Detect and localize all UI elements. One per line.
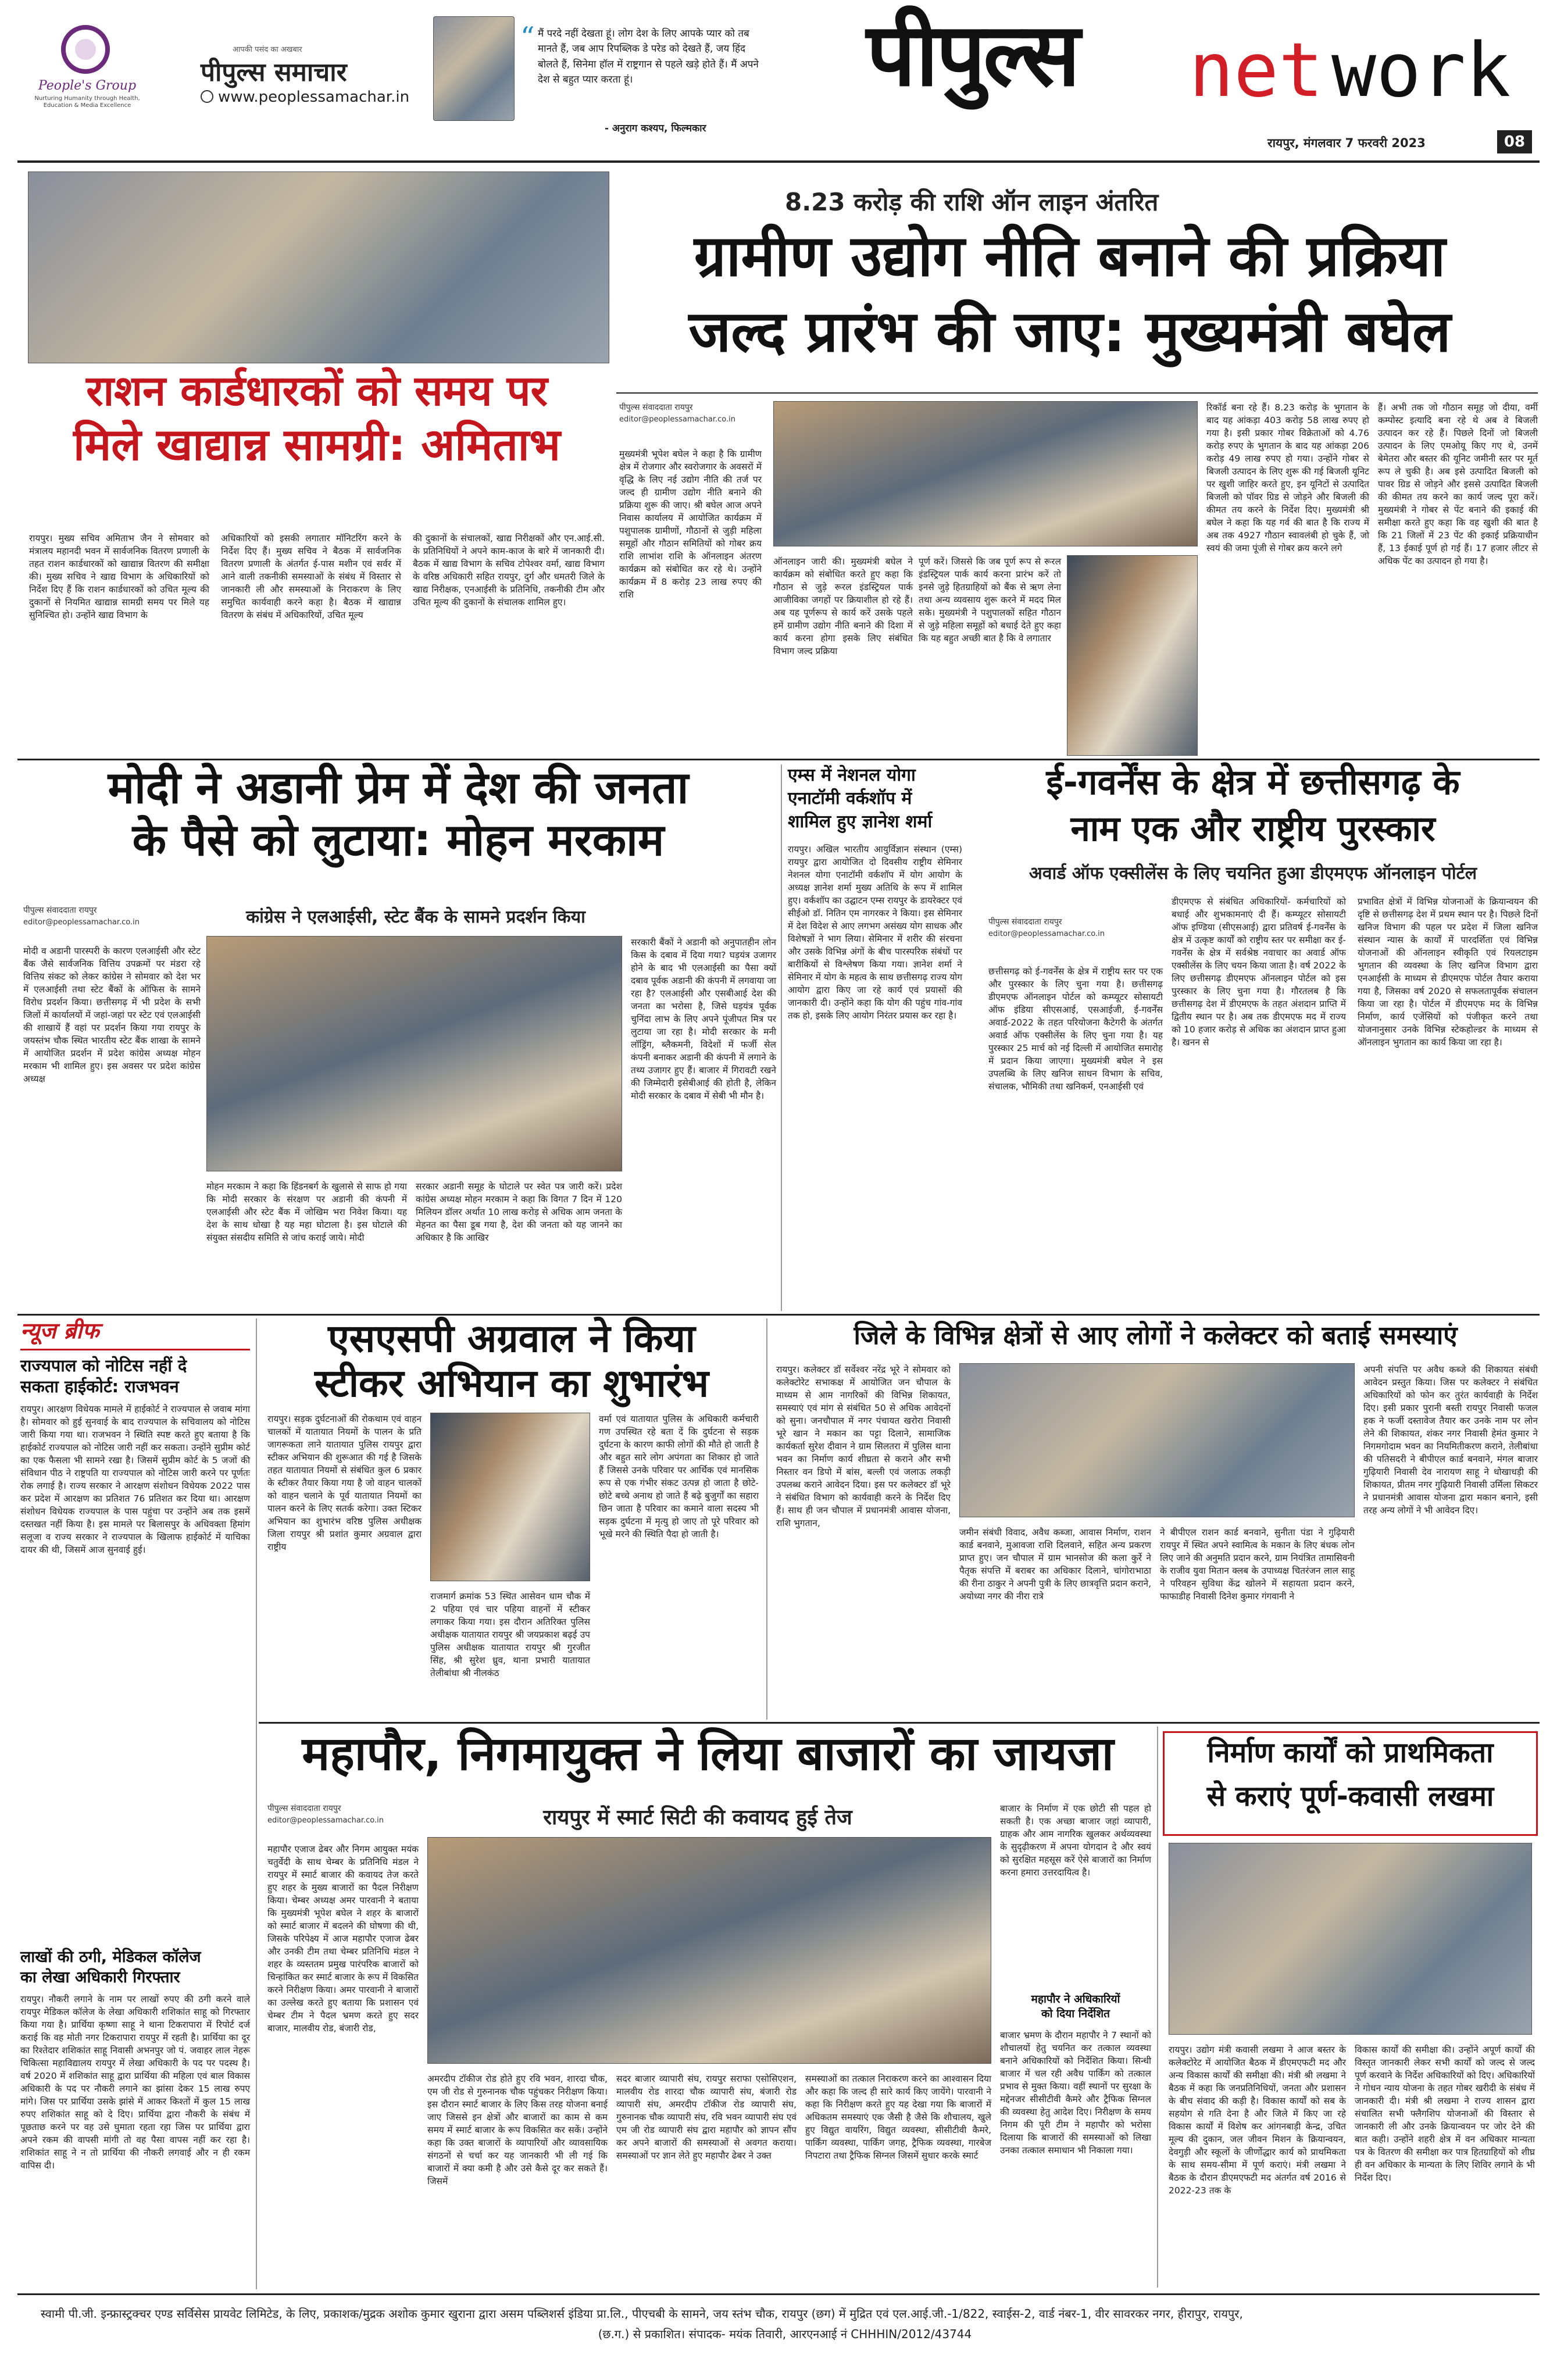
website[interactable]: www.peoplessamachar.in bbox=[218, 88, 410, 106]
lead-byline-text: पीपुल्स संवाददाता रायपुर bbox=[619, 403, 693, 412]
ssp-headline-1: एसएसपी अग्रवाल ने किया bbox=[328, 1316, 695, 1361]
mayor-col-5b: बाजार भ्रमण के दौरान महापौर ने 7 स्थानों को शौचालयों हेतु चयनित कर तत्काल व्यवस्था बनाने अधिकारियों को निर्देशित किया। सिन्धी बाजार में चल रही अवैध पार्किंग को तत्काल प्रभाव से मुक्त किया। वहीं स्थानों पर सुरक्षा के मद्देनजर सीसीटीवी कैमरे और ट्रैफिक सिग्नल की व्यवस्था हेतु आदेश दिए। निरीक्षण के समय निगम की पूरी टीम ने महापौर को भरोसा दिलाया कि बाजारों की समस्याओं को लिखा उनका तत्काल समाधान भी निकाला गया। bbox=[1000, 2030, 1151, 2156]
modi-headline-1: मोदी ने अडानी प्रेम में देश की जनता bbox=[108, 762, 689, 813]
brief-2-headline-2: का लेखा अधिकारी गिरफ्तार bbox=[20, 1968, 180, 1986]
lead-headline-2: जल्द प्रारंभ की जाए: मुख्यमंत्री बघेल bbox=[688, 299, 1451, 365]
egov-headline-1: ई-गवर्नेंस के क्षेत्र में छत्तीसगढ़ के bbox=[1046, 762, 1460, 803]
egov-col-2: डीएमएफ से संबंधित अधिकारियों- कर्मचारियों को बधाई और शुभकामनाएं दी हैं। कम्प्यूटर सोसायटी ऑफ इण्डिया (सीएसआई) द्वारा प्रतिवर्ष ई-गवर्नेंस के क्षेत्र में उत्कृष्ट कार्यों को राष्ट्रीय स्तर पर समीक्षा कर ई-गवर्नेंस के क्षेत्र में सर्वश्रेष्ठ नवाचार का अवार्ड ऑफ एक्सीलेंस के लिए चयन किया जाता है। वर्ष 2022 के लिए छत्तीसगढ़ डीएमएफ ऑनलाइन पोर्टल को इस पुरस्कार के लिए चुना गया है। गौरतलब है कि छत्तीसगढ़ देश में डीएमएफ के तहत अंशदान प्राप्ति में द्वितीय स्थान पर है। अब तक डीएमएफ मद में राज्य को 10 हजार करोड़ से अधिक का अंशदान प्राप्त हुआ है। खनन से bbox=[1172, 896, 1346, 1048]
masthead-quote: मैं परदे नहीं देखता हूं। लोग देश के लिए आपके प्यार को तब मानते हैं, जब आप रिपब्लिक डे परेड को देखते हैं, जय हिंद बोलते हैं, सिनेमा हॉल में राष्ट्रगान से पहले खड़े होते हैं। मैं अपने देश से बहुत प्यार करता हूं। bbox=[538, 28, 759, 86]
news-brief-column bbox=[20, 1318, 250, 2289]
brand-peoples: पीपुल्स bbox=[866, 5, 1079, 106]
ssp-col-2: राजमार्ग क्रमांक 53 स्थित आसेवन धाम चौक में 2 पहिया एवं चार पहिया वाहनों में स्टीकर लगाकर किया गया। इस दौरान अतिरिक्त पुलिस अधीक्षक यातायात रायपुर श्री जयप्रकाश बढ़ई उप पुलिस अधीक्षक यातायात रायपुर श्री गुरजीत सिंह, श्री सुरेश ध्रुव, थाना प्रभारी यातायात तेलीबांधा श्री नीलकंठ bbox=[430, 1591, 590, 1678]
mayor-col-5: बाजार के निर्माण में एक छोटी सी पहल हो सकती है। एक अच्छा बाजार जहां व्यापारी, ग्राहक और आम नागरिक खुलकर अर्थव्यवस्था के सुदृढ़ीकरण में अपना योगदान दे और स्वयं को सुरक्षित महसूस करें ऐसे बाजारों का निर्माण करना हमारा उत्तरदायित्व है। bbox=[1000, 1803, 1151, 1878]
brief-1-headline-1: राज्यपाल को नोटिस नहीं दे bbox=[20, 1356, 187, 1375]
modi-col-4: सरकारी बैंकों ने अडानी को अनुपातहीन लोन किस के दबाव में दिया गया? घड़यंत्र उजागर होने के बाद भी एलआईसी का पैसा क्यों दबाव पूर्वक अडानी की कंपनी में लगवाया जा रहा है? एलआईसी और एसबीआई देश की जनता का भरोसा है, जिसे घड़यंत्र पूर्वक चुनिंदा लाभ के लिए अपने पूंजीपत मित्र पर लुटाया जा रहा है। मोदी सरकार के मनी लॉड्रिंग, ब्लैकमनी, विदेशों में फर्जी सेल कंपनी बनाकर अडानी की कंपनी में लगाने के तथ्य उजागर हुए हैं। बाजार में गिरावटी रखने की जिम्मेदारी इसेबीआई की होती है, लेकिन मोदी सरकार के दबाव में सेबी भी मौन है। bbox=[631, 937, 776, 1101]
col-divider-aiims bbox=[781, 764, 782, 1311]
lead-kicker: 8.23 करोड़ की राशि ऑन लाइन अंतरित bbox=[785, 188, 1159, 216]
egov-col-3: प्रभावित क्षेत्रों में विभिन्न योजनाओं के क्रियान्वयन की दृष्टि से छत्तीसगढ़ देश में प्रथम स्थान पर है। पिछले दिनों खनिज विभाग की पहल पर प्रदेश में जिला खनिज संस्थान न्यास के कार्यों में पारदर्शिता एवं विभिन्न योजनाओं की ऑनलाइन स्वीकृति एवं रियलटाइम भुगतान की व्यवस्था के लिए खनिज विभाग द्वारा एनआईसी के माध्यम से डीएमएफ पोर्टल तैयार कराया गया है, जिसका वर्ष 2020 से सफलतापूर्वक संचालन किया जा रहा है। पोर्टल में डीएमएफ मद के विभिन्न निर्माण, कार्य एजेंसियों को पंजीकृत करने तथा योजनानुसार उनके विभिन्न स्टेकहोल्डर के माध्यम से ऑनलाइन भुगतान का कार्य किया जा रहा है। bbox=[1358, 896, 1538, 1048]
col-divider-brief bbox=[256, 1318, 257, 2289]
ration-col-1: रायपुर। मुख्य सचिव अमिताभ जैन ने सोमवार को मंत्रालय महानदी भवन में सार्वजनिक वितरण प्रणाली के तहत राशन कार्डधारकों को खाद्यान्न वितरण की समीक्षा की। मुख्य सचिव ने खाद्य विभाग के अधिकारियों को निर्देश दिए हैं कि राशन कार्डधारकों को उचित मूल्य की दुकानों से नियमित खाद्यान्न सामग्री समय पर मिले यह सुनिश्चित हो। उन्होंने खाद्य विभाग के bbox=[29, 533, 209, 620]
modi-photo-protest bbox=[206, 936, 622, 1171]
ration-box bbox=[23, 363, 610, 756]
masthead bbox=[0, 0, 1557, 166]
modi-byline bbox=[23, 904, 140, 927]
modi-byline-text: पीपुल्स संवाददाता रायपुर bbox=[23, 906, 97, 915]
section-rule-1 bbox=[17, 759, 1540, 760]
nirman-col-1: रायपुर। उद्योग मंत्री कवासी लखमा ने आज बस्तर के कलेक्टोरेट में आयोजित बैठक में डीएमएफटी मद और अन्य विकास कार्यों की समीक्षा की। मंत्री श्री लखमा ने बैठक में कहा कि जनप्रतिनिधियों, जनता और प्रशासन के बीच संवाद की कड़ी है। विकास कार्यों को सब के सहयोग से गति देना है और जिले में किए जा रहे विकास कार्यों में विशेष कर आंगनबाड़ी केन्द्र, उचित मूल्य की दुकान, जल जीवन मिशन के क्रियान्वयन, देवगुड़ी और स्कूलों के जीर्णोद्धार कार्य को प्राथमिकता के साथ समय-सीमा में पूर्ण कराएं। मंत्री लखमा ने बैठक के दौरान डीएमएफटी मद अंतर्गत वर्ष 2016 से 2022-23 तक के bbox=[1169, 2045, 1346, 2196]
mayor-photo bbox=[427, 1837, 991, 2064]
modi-headline-2: के पैसे को लुटाया: मोहन मरकाम bbox=[132, 814, 665, 866]
lead-photo-cm bbox=[1067, 555, 1198, 756]
mayor-headline: महापौर, निगमायुक्त ने लिया बाजारों का जायजा bbox=[302, 1727, 1114, 1781]
ssp-photo bbox=[430, 1413, 590, 1581]
quote-author: - अनुराग कश्यप, फिल्मकार bbox=[605, 123, 706, 134]
ssp-headline-2: स्टीकर अभियान का शुभारंभ bbox=[314, 1361, 709, 1406]
collector-col-3: ने बीपीएल राशन कार्ड बनवाने, सुनीता पंडा ने गुढ़ियारी रायपुर में स्थित अपने स्वामित्व के मकान के लिए बंधक लोन लिए जाने की अनुमति प्रदान करने, ग्राम नियंत्रित तामासिवनी के राजीव युवा मितान क्लब के उपाध्यक्ष चितरंजन लाल साहू ने परिवहन सुविधा केंद्र खोलने में सहायता प्रदान करने, फाफाडीह निवासी दिनेश कुमार गंगवानी ने bbox=[1160, 1527, 1355, 1602]
modi-email[interactable]: editor@peoplessamachar.co.in bbox=[23, 918, 140, 927]
mayor-col-2: अमरदीप टॉकीज रोड होते हुए रवि भवन, शारदा चौक, एम जी रोड से गुरुनानक चौक पहुंचकर निरीक्षण किया। इस दौरान स्मार्ट बाजार के लिए किस तरह योजना बनाई जाए जिससे इन क्षेत्रों और बाजारों का काम से कम समय में स्मार्ट बाजार के रूप विकसित कर सकें। उन्होंने कहा कि उक्त बाजारों के व्यापारियों और व्यावसायिक संगठनों से चर्चा कर यह जानकारी भी ली गई कि बाजारों में क्या कमी है और उसे कैसे दूर कर सकते हैं। जिसमें bbox=[427, 2074, 608, 2186]
brief-1-body: रायपुर। आरक्षण विधेयक मामले में हाईकोर्ट ने राज्यपाल से जवाब मांगा है। सोमवार को हुई सुनवाई के बाद राज्यपाल के सचिवालय को नोटिस जारी किया गया था। राजभवन ने स्थिति स्पष्ट करते हुए बताया है कि हाईकोर्ट राज्यपाल को नोटिस जारी नहीं कर सकता। उन्होंने सुप्रीम कोर्ट का एक फैसला भी सामने रखा है। जिसमें सुप्रीम कोर्ट के 5 जजों की संविधान पीठ ने राष्ट्रपति या राज्यपाल को नोटिस जारी करने पर पूर्णतः रोक लगाई है। राज्य सरकार ने आरक्षण संशोधन विधेयक 2022 पास कर प्रदेश में आरक्षण का प्रतिशत 76 प्रतिशत कर दिया था। आरक्षण संशोधन विधेयक राज्यपाल के पास पहुंचा पर उन्होंने अब तक इसमें दस्तखत नहीं किया है। इस मामले पर बिलासपुर के अधिवक्ता हिमांग सलूजा व राज्य सरकार ने राज्यपाल के खिलाफ हाईकोर्ट में याचिका दायर की थी, जिसमें आज सुनवाई हुई। bbox=[20, 1404, 250, 1555]
group-emblem-icon bbox=[59, 23, 112, 76]
footer-rule bbox=[17, 2293, 1540, 2295]
aiims-headline-2: एनाटॉमी वर्कशॉप में bbox=[788, 788, 912, 809]
ration-headline-1: राशन कार्डधारकों को समय पर bbox=[86, 366, 548, 415]
col-divider-nirman bbox=[1157, 1727, 1158, 2288]
lead-photo-meeting bbox=[773, 401, 1198, 546]
dateline: रायपुर, मंगलवार 7 फरवरी 2023 bbox=[1267, 136, 1426, 150]
egov-email[interactable]: editor@peoplessamachar.co.in bbox=[988, 930, 1105, 938]
modi-subhead: कांग्रेस ने एलआईसी, स्टेट बैंक के सामने प्रदर्शन किया bbox=[246, 907, 585, 927]
lead-col-3: पूर्ण करें। जिससे कि जब पूर्ण रूप से रूरल इंडस्ट्रियल पार्क कार्य करना प्रारंभ करें तो इनसे जुड़े हितग्राहियों को बैंक से ऋण लेना तथा अन्य व्यवसाय शुरू करने में मदद मिल सके। मुख्यमंत्री ने पशुपालकों सहित गौठान से जुड़े महिला समूहों को बधाई देते हुए कहा कि यह बहुत अच्छी बात है कि वे लगातार bbox=[919, 556, 1061, 644]
collector-col-4: अपनी संपत्ति पर अवैध कब्जे की शिकायत संबंधी आवेदन प्रस्तुत किया। जिस पर कलेक्टर ने संबंधित अधिकारियों को फोन कर तुरंत कार्यवाही के निर्देश दिए। इसी प्रकार पुरानी बस्ती रायपुर निवासी फजल हक ने फर्जी दस्तावेज तैयार कर उनके नाम पर लोन लेने की शिकायत, शंकर नगर निवासी हेमंत कुमार ने निगमगोदाम भवन का नियमितीकरण कराने, तेलीबांधा की पतिसदरी ने बीपीएल कार्ड बनवाने, मंगल बाजार गुढ़ियारी निवासी देव नारायण साहू ने धोखाधड़ी की शिकायत, प्रीतम नगर गुढ़ियारी निवासी उर्मिला सिकटर ने प्रधानमंत्री आवास योजना द्वारा मकान बनाने, इसी तरह अन्य लोगों ने भी आवेदन दिए। bbox=[1363, 1364, 1538, 1516]
egov-byline bbox=[988, 916, 1105, 938]
mayor-subhead: रायपुर में स्मार्ट सिटी की कवायद हुई तेज bbox=[543, 1806, 852, 1829]
page-number: 08 bbox=[1497, 130, 1532, 153]
news-brief-underline bbox=[20, 1349, 250, 1350]
collector-col-2: जमीन संबंधी विवाद, अवैध कब्जा, आवास निर्माण, राशन कार्ड बनवाने, मुआवजा राशि दिलवाने, सहित अन्य प्रकरण प्राप्त हुए। जन चौपाल में ग्राम भानसोज की कला कुर्रे ने पैतृक संपत्ति में बराबर का अधिकार दिलाने, चांगोराभाठा की रीना ठाकुर ने अपनी पुत्री के लिए छात्रवृत्ति प्रदान कराने, अयोध्या नगर की नीरा रात्रे bbox=[959, 1527, 1151, 1602]
quote-portrait bbox=[433, 16, 515, 121]
egov-headline-2: नाम एक और राष्ट्रीय पुरस्कार bbox=[1070, 809, 1435, 849]
collector-headline: जिले के विभिन्न क्षेत्रों से आए लोगों ने कलेक्टर को बताई समस्याएं bbox=[854, 1321, 1458, 1350]
ration-col-3: की दुकानों के संचालकों, खाद्य निरीक्षकों और एन.आई.सी. के प्रतिनिधियों ने अपने काम-काज के बारे में जानकारी दी। बैठक में खाद्य विभाग के सचिव टोपेश्वर वर्मा, खाद्य विभाग के वरिष्ठ अधिकारी सहित रायपुर, दुर्ग और धमतरी जिले के खाद्य निरीक्षक, एनआईसी के प्रतिनिधि, तकनीकी टीम और उचित मूल्य की दुकानों के संचालक शामिल हुए। bbox=[413, 533, 605, 607]
mayor-email[interactable]: editor@peoplessamachar.co.in bbox=[267, 1816, 384, 1825]
peoples-group-logo bbox=[23, 23, 151, 109]
ssp-col-1: रायपुर। सड़क दुर्घटनाओं की रोकथाम एवं वाहन चालकों में यातायात नियमों के पालन के प्रति जागरूकता लाने यातायात पुलिस रायपुर द्वारा स्टीकर अभियान की शुरूआत की गई है जिसके तहत यातायात नियमों से संबंधित कुल 6 प्रकार के स्टीकर तैयार किया गया है जो वाहन चालकों को वाहन चलाने के पूर्व यातायात नियमों का पालन करने के लिए सतर्क करेगा। उक्त स्टिकर अभियान का शुभारंभ वरिष्ठ पुलिस अधीक्षक जिला रायपुर श्री प्रशांत कुमार अग्रवाल द्वारा राष्ट्रीय bbox=[267, 1414, 422, 1552]
news-brief-label: न्यूज ब्रीफ bbox=[20, 1318, 99, 1343]
lead-email[interactable]: editor@peoplessamachar.co.in bbox=[619, 415, 735, 424]
brief-1-headline-2: सकता हाईकोर्ट: राजभवन bbox=[20, 1377, 179, 1396]
section-rule-3 bbox=[259, 1722, 1540, 1724]
group-tagline: Nurturing Humanity through Health, Education & Media Excellence bbox=[34, 95, 140, 109]
lead-col-5: हैं। अभी तक जो गौठान समूह जो दीया, वर्मी कम्पोस्ट इत्यादि बना रहे थे अब वे बिजली उत्पादन कर रहे हैं। पिछले दिनों जो बिजली उत्पादन के लिए एमओयू किए गए थे, उनमें बेमेतरा और बस्तर की यूनिट जमीनी स्तर पर मूर्त रूप ले चुकी है। अब इसे उत्पादित बिजली को पावर ग्रिड से जोड़ने और इससे उत्पादित बिजली की कीमत तय करने का कार्य जल्द पूरा करें। मुख्यमंत्री ने गोबर से पेंट बनाने की इकाई की समीक्षा करते हुए कहा कि वह खुशी की बात है कि 21 जिलों में 23 पेंट की इकाई प्रक्रियाधीन हैं, 13 ईकाई पूर्ण हो गई हैं। 17 हजार लीटर से अधिक पेंट का उत्पादन हो गया है। bbox=[1378, 402, 1538, 566]
ration-col-2: अधिकारियों को इसकी लगातार मॉनिटरिंग करने के निर्देश दिए हैं। मुख्य सचिव ने बैठक में सार्वजनिक वितरण प्रणाली के अंतर्गत ई-पास मशीन एवं सर्वर में आने वाली तकनीकी समस्याओं के संबंध में विस्तार से जानकारी ली और समस्याओं के निराकरण के लिए समुचित कार्यवाही करने कहा है। बैठक में खाद्यान्न वितरण के संबंध में अधिकारियों, उचित मूल्य bbox=[221, 533, 401, 620]
lead-byline bbox=[619, 401, 735, 424]
collector-photo bbox=[959, 1363, 1355, 1517]
lead-divider bbox=[616, 392, 1538, 394]
section-rule-2 bbox=[17, 1314, 1540, 1316]
ssp-col-3: वर्मा एवं यातायात पुलिस के अधिकारी कर्मचारी गण उपस्थित रहे बता दें कि दुर्घटना से सड़क दुर्घटना के कारण काफी लोगों की मौते हो जाती है और बहुत सारे लोग अपंगता का शिकार हो जाते हैं जिससे उनके परिवार पर आर्थिक एवं मानसिक रूप से एक गंभीर संकट उत्पन्न हो जाता है छोटे-छोटे बच्चे अनाथ हो जाते हैं बढ़े बुजुर्गों का सहारा छिन जाता है परिवार का कमाने वाला सदस्य भी सड़क दुर्घटना में मृत्यु हो जाए तो पूरे परिवार को भूखे मरने की स्थिति पैदा हो जाती है। bbox=[599, 1414, 759, 1539]
brand-work: work bbox=[1331, 27, 1511, 114]
egov-byline-text: पीपुल्स संवाददाता रायपुर bbox=[988, 917, 1062, 927]
modi-col-3: सरकार अडानी समूह के घोटाले पर स्वेत पत्र जारी करें। प्रदेश कांग्रेस अध्यक्ष मोहन मरकाम ने कहा कि विगत 7 दिन में 120 मिलियन डॉलर अर्थात 10 लाख करोड़ से अधिक आम जनता के मेहनत का पैसा डूब गया है, देश की जनता को यह जानने का अधिकार है कि आखिर bbox=[416, 1181, 622, 1243]
ration-headline-2: मिले खाद्यान्न सामग्री: अमिताभ bbox=[73, 419, 560, 470]
mayor-byline-text: पीपुल्स संवाददाता रायपुर bbox=[267, 1804, 341, 1813]
masthead-rule bbox=[17, 160, 1540, 163]
samachar-kicker: आपकी पसंद का अखबार bbox=[233, 45, 302, 54]
nirman-photo bbox=[1169, 1843, 1532, 2035]
collector-col-1: रायपुर। कलेक्टर डॉ सर्वेश्वर नरेंद्र भूरे ने सोमवार को कलेक्टोरेट सभाकक्ष में आयोजित जन चौपाल के माध्यम से आम नागरिकों की विभिन्न शिकायत, समस्याएं एवं मांग से संबंधित 50 से अधिक आवेदनों को सुना। जनचौपाल में नगर पंचायत खरोरा निवासी भूरे खान ने मकान का पट्टा दिलाने, सामाजिक कार्यकर्ता सुरेश दीवान ने ग्राम सिलतरा में पुलिस थाना भवन का निर्माण कार्य शीघ्रता से कराने और सभी निस्तार वन डिपो में बांस, बल्ली एवं जलाऊ लकड़ी उपलब्ध कराने आवेदन दिया। इस पर कलेक्टर डॉ भूरे ने संबंधित विभाग को कार्यवाही करने के निर्देश दिए हैं। साथ ही जन चौपाल में प्रधानमंत्री आवास योजना, राशि भुगतान, bbox=[776, 1364, 951, 1528]
aiims-body: रायपुर। अखिल भारतीय आयुर्विज्ञान संस्थान (एम्स) रायपुर द्वारा आयोजित दो दिवसीय राष्ट्रीय सेमिनार नेशनल योगा एनाटॉमी वर्कशॉप में योग आयोग के अध्यक्ष ज्ञानेश शर्मा मुख्य अतिथि के रूप में शामिल हुए। वर्कशॉप का उद्घाटन एम्स रायपुर के डायरेक्टर एवं सीईओ डॉ. नितिन एम नागरकर ने किया। इस सेमिनार में देश विदेश से आए लगभग असंख्य योग साधक और विशेषज्ञों ने भाग लिया। सेमिनार में शरीर की संरचना और उसके विभिन्न अंगों के बीच पारस्परिक संबंधों पर बारीकियों से विश्लेषण किया गया। ज्ञानेश शर्मा ने सेमिनार में योग के महत्व के साथ छत्तीसगढ़ राज्य योग आयोग द्वारा किए जा रहे कार्य एवं प्रयासों की जानकारी दी। उन्होंने कहा कि योग की पहुंच गांव-गांव तक हो, इसके लिए आयोग निरंतर प्रयास कर रहा है। bbox=[788, 844, 962, 1021]
mayor-byline bbox=[267, 1802, 384, 1825]
nirman-headline-1: निर्माण कार्यों को प्राथमिकता bbox=[1207, 1736, 1494, 1769]
modi-col-2: मोहन मरकाम ने कहा कि हिंडनबर्ग के खुलासे से साफ हो गया कि मोदी सरकार के संरक्षण पर अडानी की कंपनी में एलआईसी और स्टेट बैंक में जोखिम भरा निवेश किया। यह देश के साथ धोखा है यह महा घोटाला है। इस घोटाले की संयुक्त संसदीय समिति से जांच कराई जाये। मोदी bbox=[206, 1181, 407, 1243]
col-divider-collector bbox=[766, 1318, 767, 1720]
mayor-col-4: समस्याओं का तत्काल निराकरण करने का आश्वासन दिया और कहा कि जल्द ही सारे कार्य किए जायेंगे। पारवानी ने कहा कि निरीक्षण करते हुए यह देखा गया कि बाजारों में अधिकतम समस्याएं एक जैसी है जैसे कि शौचालय, खुले हुए विद्युत वायरिंग, विद्युत व्यवस्था, सीसीटीवी कैमरे, पार्किंग व्यवस्था, पार्किंग जगह, ट्रैफिक व्यवस्था, गारबेज निपटारा तथा ट्रैफिक सिग्नल जिसमें सुधार करके स्मार्ट bbox=[805, 2074, 991, 2161]
egov-subhead: अवार्ड ऑफ एक्सीलेंस के लिए चयनित हुआ डीएमएफ ऑनलाइन पोर्टल bbox=[1029, 863, 1477, 884]
mayor-subhead-2: को दिया निर्देशित bbox=[1041, 2007, 1110, 2020]
brief-2-body: रायपुर। नौकरी लगाने के नाम पर लाखों रुपए की ठगी करने वाले रायपुर मेडिकल कॉलेज के लेखा अधिकारी शशिकांत साहू को गिरफ्तार किया गया है। प्रार्थिया कृष्णा साहू ने थाना टिकरापारा में रिपोर्ट दर्ज कराई कि वह मोती नगर टिकरापारा रायपुर में रहती है। प्रार्थिया का दूर का रिश्तेदार शशिकांत साहू निवासी अभनपुर जो पं. जवाहर लाल नेहरू चिकित्सा महाविद्यालय रायपुर में लेखा अधिकारी के पद पर पदस्थ है। वर्ष 2020 में शशिकांत साहू द्वारा प्रार्थिया की महिला एवं बाल विकास अधिकारी के पद पर नौकरी लगाने का झांसा देकर 15 लाख रुपए मांगे। जिस पर प्रार्थिया उसके झांसे में आकर किश्तों में कुल 15 लाख रुपए शशिकांत साहू को दे दिए। प्रार्थिया द्वारा नौकरी के संबंध में पूछताछ करने पर वह उसे घुमाता रहता रहा जिस पर प्रार्थिया द्वारा अपने रकम की वापसी मांगी तो वह पैसा वापस नहीं कर रहा है। शशिकांत साहू ने न तो प्रार्थिया की नौकरी लगवाई और न ही रकम वापिस दी। bbox=[20, 1994, 250, 2171]
footer-imprint: स्वामी पी.जी. इन्फ्रास्ट्रक्चर एण्ड सर्विसेस प्रायवेट लिमिटेड, के लिए, प्रकाशक/मुद्रक अशोक कुमार खुराना द्वारा असम पब्लिशर्स इंडिया प्रा.लि., पीएचबी के सामने, जय स्तंभ चौक, रायपुर (छग) में मुद्रित एवं एल.आई.जी.-1/822, स्वाईस-2, वार्ड नंबर-1, वीर सावरकर नगर, हीरापुर, रायपुर, bbox=[41, 2307, 1243, 2321]
mayor-subhead-1: महापौर ने अधिकारियों bbox=[1031, 1993, 1120, 2006]
egov-col-1: छत्तीसगढ़ को ई-गवर्नेंस के क्षेत्र में राष्ट्रीय स्तर पर एक और पुरस्कार के लिए चुना गया है। छत्तीसगढ़ डीएमएफ ऑनलाइन पोर्टल को कम्प्यूटर सोसायटी ऑफ इंडिया सीएसआई, एसआईजी, ई-गवर्नेंस अवार्ड-2022 के तहत परियोजना कैटेगरी के अंतर्गत अवार्ड ऑफ एक्सीलेंस के लिए चुना गया है। यह पुरस्कार 25 मार्च को नई दिल्ली में आयोजित समारोह में प्रदान किया जाएगा। मुख्यमंत्री बघेल ने इस उपलब्धि के लिए खनिज साधन विभाग के सचिव, संचालक, भौमिकी तथा खनिकर्म, एनआईसी एवं bbox=[988, 966, 1163, 1092]
globe-icon bbox=[201, 90, 213, 103]
brief-2-headline-1: लाखों की ठगी, मेडिकल कॉलेज bbox=[20, 1948, 201, 1966]
lead-photo-left bbox=[28, 171, 609, 363]
quote-mark-icon: “ bbox=[520, 21, 535, 53]
mayor-col-1: महापौर एजाज ढेबर और निगम आयुक्त मयंक चतुर्वेदी के साथ चेम्बर के प्रतिनिधि मंडल ने रायपुर में स्मार्ट बाजार की कवायद तेज करते हुए शहर के मुख्य बाजारों का पैदल निरीक्षण किया। चेम्बर अध्यक्ष अमर पारवानी ने बताया कि मुख्यमंत्री भूपेश बघेल ने शहर के बाजारों को स्मार्ट बाजार में बदलने की घोषणा की थी, जिसके परिपेक्ष्य में आज महापौर एजाज ढेबर और उनकी टीम तथा चेम्बर प्रतिनिधि मंडल ने शहर के व्यस्ततम प्रमुख पारंपरिक बाजारों को चिन्हांकित कर स्मार्ट बाजार के रूप में विकसित करने निरीक्षण किया। अमर पारवानी ने बाजारों का उल्लेख करते हुए बताया कि प्रशासन एवं चेम्बर टीम ने पैदल भ्रमण करते हुए सदर बाजार, मालवीय रोड, बंजारी रोड, bbox=[267, 1844, 419, 2034]
mayor-col-3: सदर बाजार व्यापारी संघ, रायपुर सराफा एसोसिएशन, मालवीय रोड शारदा चौक व्यापारी संघ, बंजारी रोड व्यापारी संघ, अमरदीप टॉकीज रोड व्यापारी संघ, गुरुनानक चौक व्यापारी संघ, रवि भवन व्यापारी संघ एवं एम जी रोड व्यापारी संघ द्वारा महापौर को ज्ञापन सौंप कर अपने बाजारों की समस्याओं से अवगत कराया। समस्याओं पर ज्ञान लेते हुए महापौर ढेबर ने उक्त bbox=[616, 2074, 797, 2161]
nirman-headline-2: से कराएं पूर्ण-कवासी लखमा bbox=[1206, 1780, 1494, 1813]
nirman-col-2: विकास कार्यों की समीक्षा की। उन्होंने अपूर्ण कार्यों की विस्तृत जानकारी लेकर सभी कार्यों को जल्द से जल्द पूर्ण करवाने के निर्देश अधिकारियों को दिए। अधिकारियों ने गोधन न्याय योजना के तहत गोबर खरीदी के संबंध में जानकारी दी। मंत्री श्री लखमा ने राज्य शासन द्वारा संचालित सभी फ्लैगशिप योजनाओं की विस्तार से जानकारी ली और उनके क्रियान्वयन पर जोर देने की बात कही। उन्होंने शहरी क्षेत्र में वन अधिकार मान्यता पत्र के वितरण की समीक्षा कर पात्र हितग्राहियों को शीघ्र ही वन अधिकार के मान्यता के लिए शिविर लगाने के भी निर्देश दिए। bbox=[1355, 2045, 1535, 2183]
lead-col-1: मुख्यमंत्री भूपेश बघेल ने कहा है कि ग्रामीण क्षेत्र में रोजगार और स्वरोजगार के अवसरों में वृद्धि के लिए नई उद्योग नीति की तर्ज पर जल्द ही ग्रामीण उद्योग नीति बनाने की प्रक्रिया शुरू की जाए। श्री बघेल आज अपने निवास कार्यालय में आयोजित कार्यक्रम में पशुपालक ग्रामीणों, गौठानों से जुड़ी महिला समूहों और गौठान समितियों को गोबर क्रय राशि लाभांश राशि के ऑनलाइन अंतरण कार्यक्रम को संबोधित कर रहे थे। उन्होंने कार्यक्रम में 8 करोड़ 23 लाख रुपए की राशि bbox=[619, 449, 762, 600]
lead-col-2: ऑनलाइन जारी की। मुख्यमंत्री बघेल ने कार्यक्रम को संबोधित करते हुए कहा कि गौठान से जुड़े रूरल इंडस्ट्रियल पार्क आजीविका जगहों पर क्रियाशील हो रहे हैं। अब यह पूर्णरूप से कार्य करें उसके पहले हमें ग्रामीण उद्योग नीति बनाने की दिशा में कार्य करना होगा इसके लिए संबंधित विभाग जल्द प्रक्रिया bbox=[773, 556, 913, 656]
group-name: People's Group bbox=[38, 78, 137, 93]
aiims-headline-1: एम्स में नेशनल योगा bbox=[788, 765, 916, 785]
brand-net: net bbox=[1189, 27, 1324, 114]
samachar-name: पीपुल्स समाचार bbox=[201, 58, 347, 87]
modi-col-1: मोदी व अडानी पारस्परी के कारण एलआईसी और स्टेट बैंक जैसे सार्वजनिक वित्तिय उपक्रमों पर मंडरा रहे वित्तिय संकट को लेकर कांग्रेस ने सोमवार को देश भर में एलआईसी तथा स्टेट बैंकों के ऑफिस के सामने विरोध प्रदर्शन किया। छत्तीसगढ़ में भी प्रदेश के सभी जिलों में कार्यालयों में जहां-जहां पर स्टेट एवं एलआईसी की शाखायें हैं वहां पर प्रदर्शन किया गया रायपुर के जयस्तंभ चौक स्थित भारतीय स्टेट बैंक शाखा के सामने में आयोजित प्रदर्शन में प्रदेश कांग्रेस अध्यक्ष मोहन मरकाम भी शामिल हुए। इस अवसर पर प्रदेश कांग्रेस अध्यक्ष bbox=[23, 946, 201, 1084]
lead-headline-1: ग्रामीण उद्योग नीति बनाने की प्रक्रिया bbox=[694, 223, 1446, 290]
aiims-headline-3: शामिल हुए ज्ञानेश शर्मा bbox=[788, 812, 933, 832]
lead-col-4: रिकॉर्ड बना रहे हैं। 8.23 करोड़ के भुगतान के बाद यह आंकड़ा 403 करोड़ 58 लाख रुपए हो गया है। इसी प्रकार गोबर विक्रेताओं को 4.76 करोड़ रुपए के भुगतान के बाद यह आंकड़ा 206 करोड़ 49 लाख रुपए हो गया। उन्होंने गोबर से बिजली उत्पादन के लिए शुरू की गई बिजली यूनिट पर खुशी जाहिर करते हुए, इन यूनिटों से उत्पादित बिजली को पॉवर ग्रिड से जोड़ने और बिजली की कीमत तय करने के निर्देश दिए। मुख्यमंत्री श्री बघेल ने कहा कि यह गर्व की बात है कि राज्य में अब तक 4927 गौठान स्वावलंबी हो चुके हैं, जो स्वयं की जमा पूंजी से गोबर क्रय करने लगे bbox=[1206, 402, 1369, 553]
footer-imprint-2: (छ.ग.) से प्रकाशित। संपादक- मयंक तिवारी, आरएनआई नं CHHHIN/2012/43744 bbox=[598, 2327, 972, 2341]
